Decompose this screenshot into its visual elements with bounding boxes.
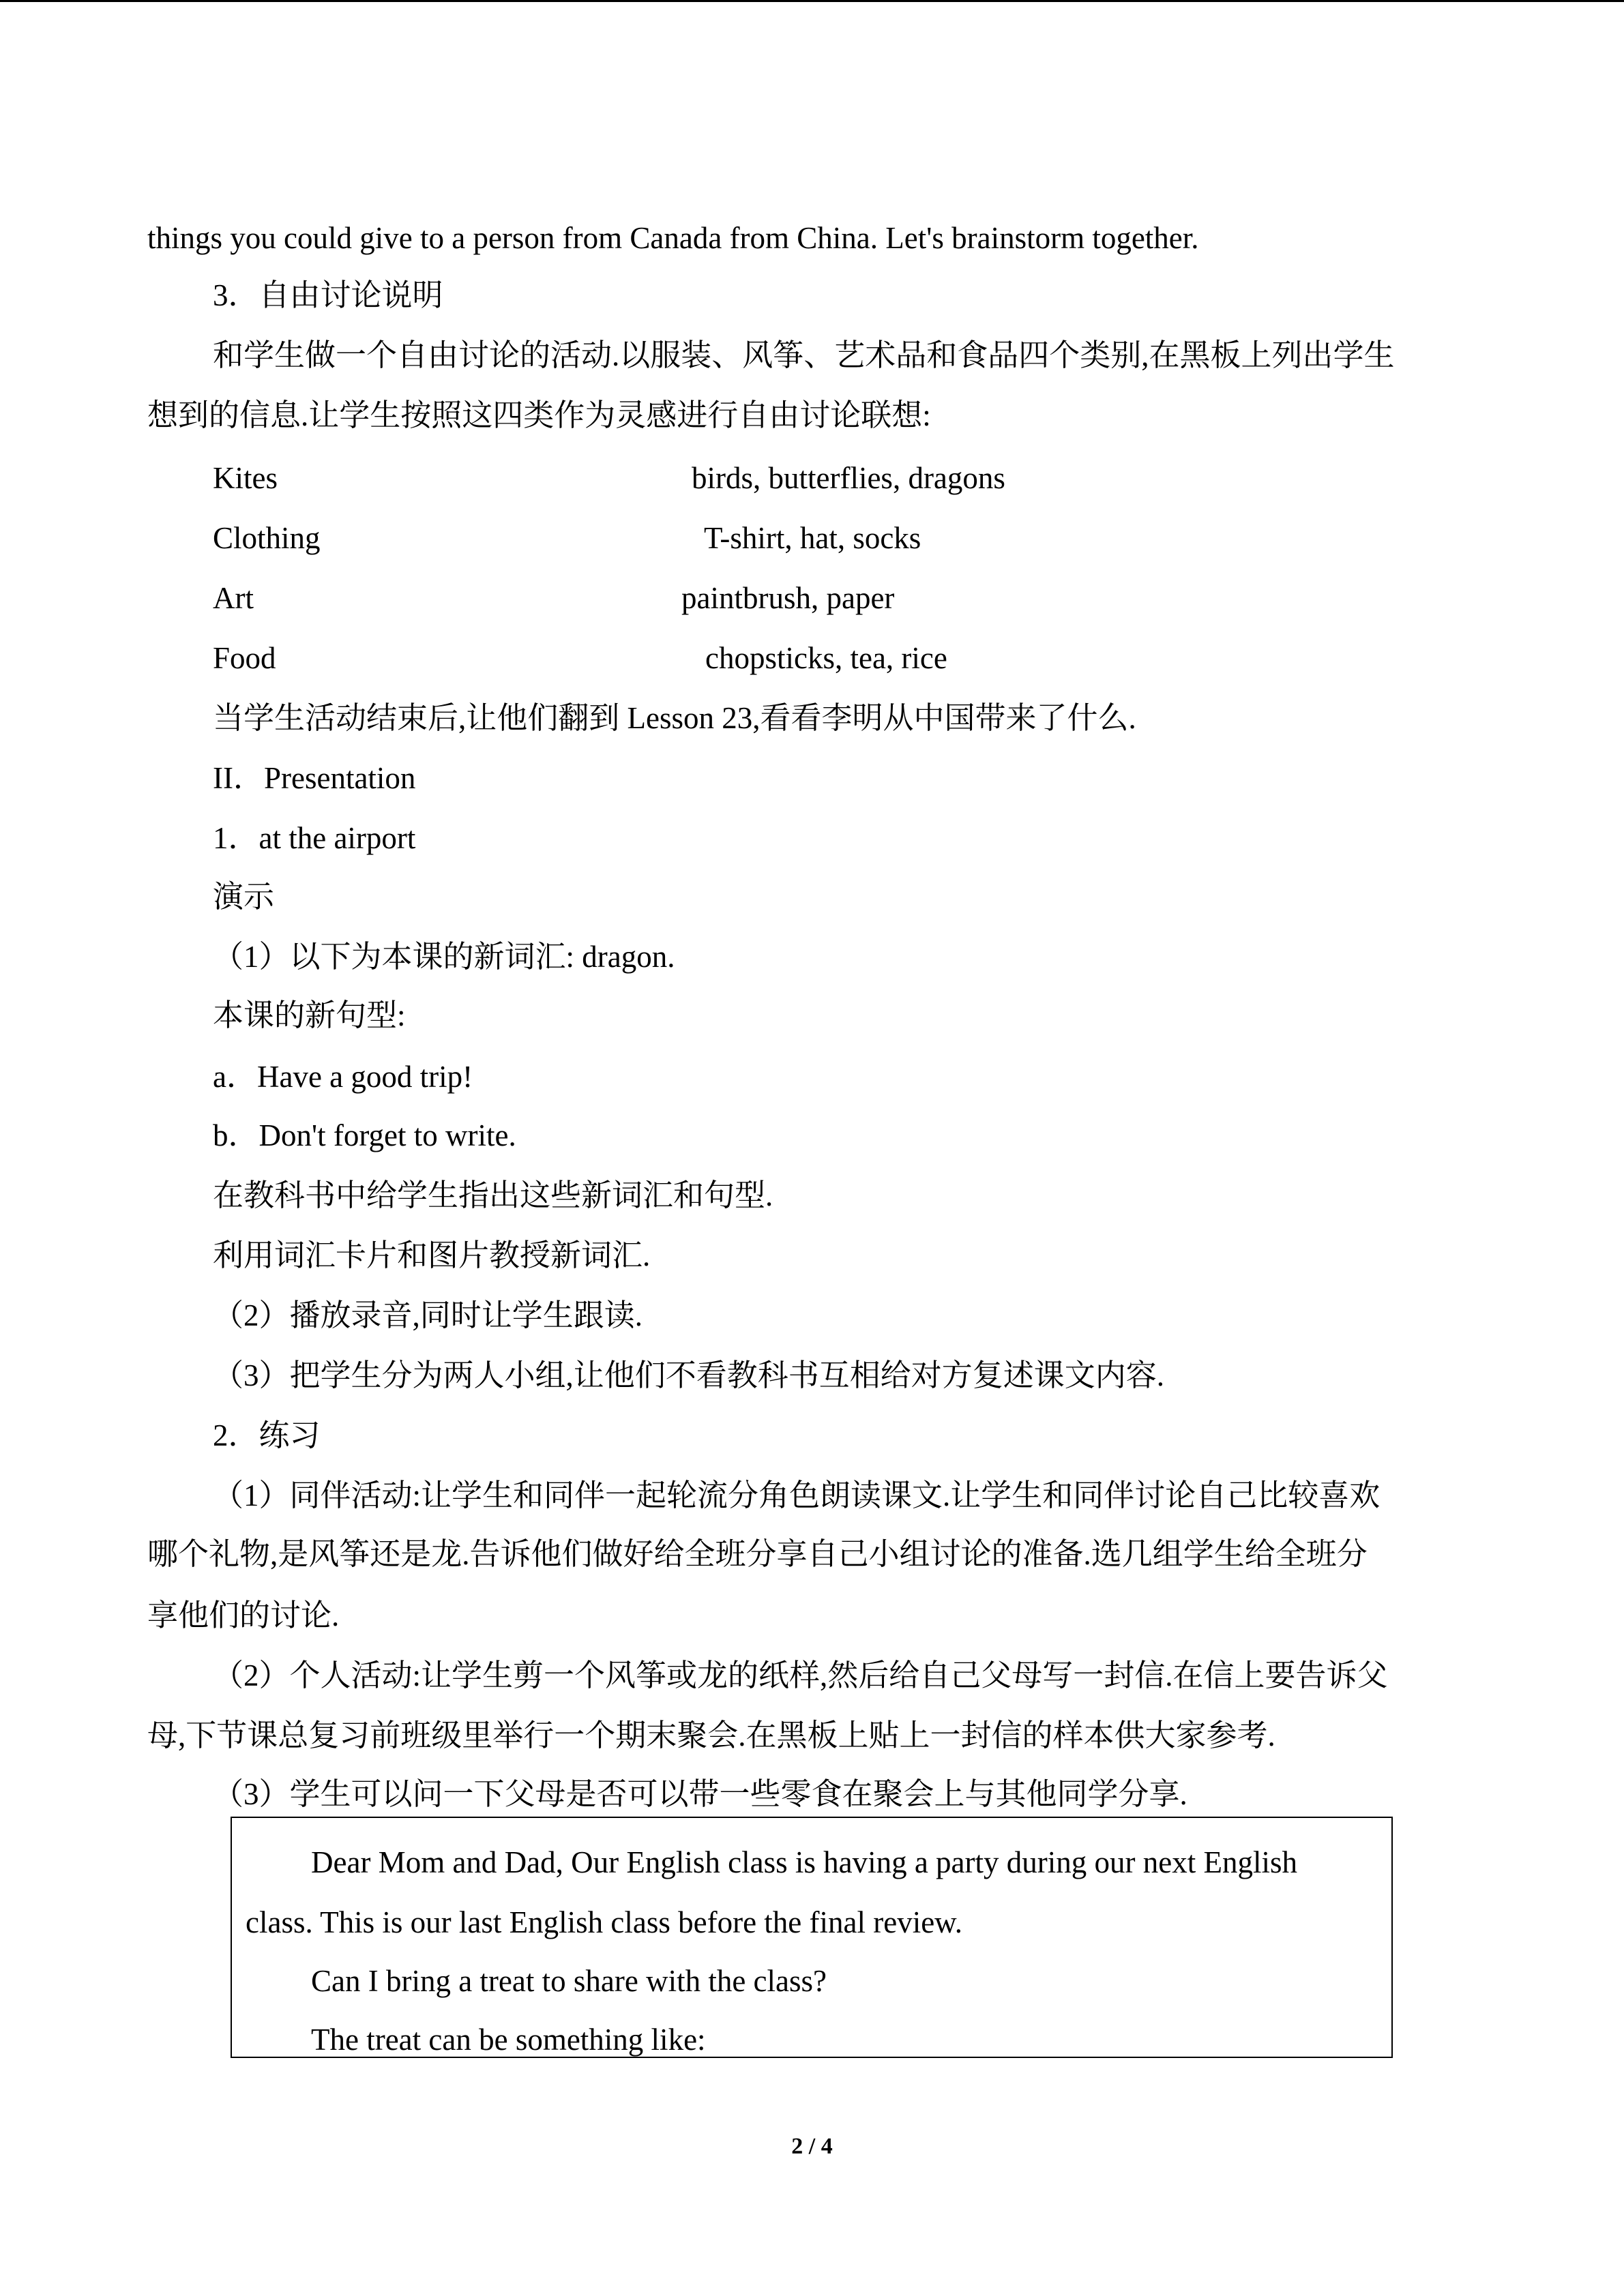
- category-name: Clothing: [213, 521, 321, 555]
- paragraph-continuation: things you could give to a person from Canada from China. Let's brainstorm together.: [147, 221, 1199, 255]
- paragraph-line: （3）学生可以问一下父母是否可以带一些零食在聚会上与其他同学分享.: [213, 1777, 1187, 1811]
- paragraph-line: 当学生活动结束后,让他们翻到 Lesson 23,看看李明从中国带来了什么.: [213, 701, 1136, 735]
- section-heading-practice: 2．练习: [213, 1418, 321, 1452]
- category-examples: birds, butterflies, dragons: [692, 461, 1005, 495]
- paragraph-line: （2）播放录音,同时让学生跟读.: [213, 1298, 643, 1332]
- paragraph-line: （3）把学生分为两人小组,让他们不看教科书互相给对方复述课文内容.: [213, 1358, 1165, 1392]
- category-name: Art: [213, 581, 254, 615]
- section-heading-free-discussion: 3．自由讨论说明: [213, 278, 443, 312]
- letter-line: Can I bring a treat to share with the class?: [311, 1964, 827, 1998]
- page-number: 2 / 4: [791, 2134, 833, 2159]
- category-examples: T-shirt, hat, socks: [704, 521, 921, 555]
- section-heading-presentation: II．Presentation: [213, 761, 416, 795]
- letter-line: The treat can be something like:: [311, 2023, 706, 2057]
- paragraph-line: 演示: [213, 880, 275, 914]
- paragraph-line: 本课的新句型:: [213, 998, 406, 1032]
- paragraph-line: 利用词汇卡片和图片教授新词汇.: [213, 1238, 651, 1272]
- paragraph-line: 哪个礼物,是风筝还是龙.告诉他们做好给全班分享自己小组讨论的准备.选几组学生给全班分: [147, 1537, 1368, 1571]
- paragraph-line: （1）以下为本课的新词汇: dragon.: [213, 940, 675, 974]
- category-examples: paintbrush, paper: [681, 581, 895, 615]
- sentence-pattern: a．Have a good trip!: [213, 1060, 473, 1094]
- paragraph-line: （1）同伴活动:让学生和同伴一起轮流分角色朗读课文.让学生和同伴讨论自己比较喜欢: [213, 1478, 1381, 1512]
- paragraph-line: 享他们的讨论.: [147, 1598, 340, 1632]
- paragraph-line: 和学生做一个自由讨论的活动.以服装、风筝、艺术品和食品四个类别,在黑板上列出学生: [213, 338, 1395, 372]
- paragraph-line: 在教科书中给学生指出这些新词汇和句型.: [213, 1178, 773, 1212]
- paragraph-line: 母,下节课总复习前班级里举行一个期末聚会.在黑板上贴上一封信的样本供大家参考.: [147, 1718, 1275, 1753]
- category-name: Food: [213, 641, 276, 675]
- paragraph-line: （2）个人活动:让学生剪一个风筝或龙的纸样,然后给自己父母写一封信.在信上要告诉父: [213, 1658, 1388, 1693]
- paragraph-line: 想到的信息.让学生按照这四类作为灵感进行自由讨论联想:: [147, 398, 931, 432]
- letter-line: class. This is our last English class before the final review.: [246, 1905, 962, 1939]
- subheading-airport: 1．at the airport: [213, 821, 416, 855]
- letter-line: Dear Mom and Dad, Our English class is having a party during our next English: [311, 1845, 1297, 1879]
- category-name: Kites: [213, 461, 278, 495]
- top-rule: [0, 0, 1624, 2]
- sentence-pattern: b．Don't forget to write.: [213, 1118, 516, 1152]
- category-examples: chopsticks, tea, rice: [705, 641, 947, 675]
